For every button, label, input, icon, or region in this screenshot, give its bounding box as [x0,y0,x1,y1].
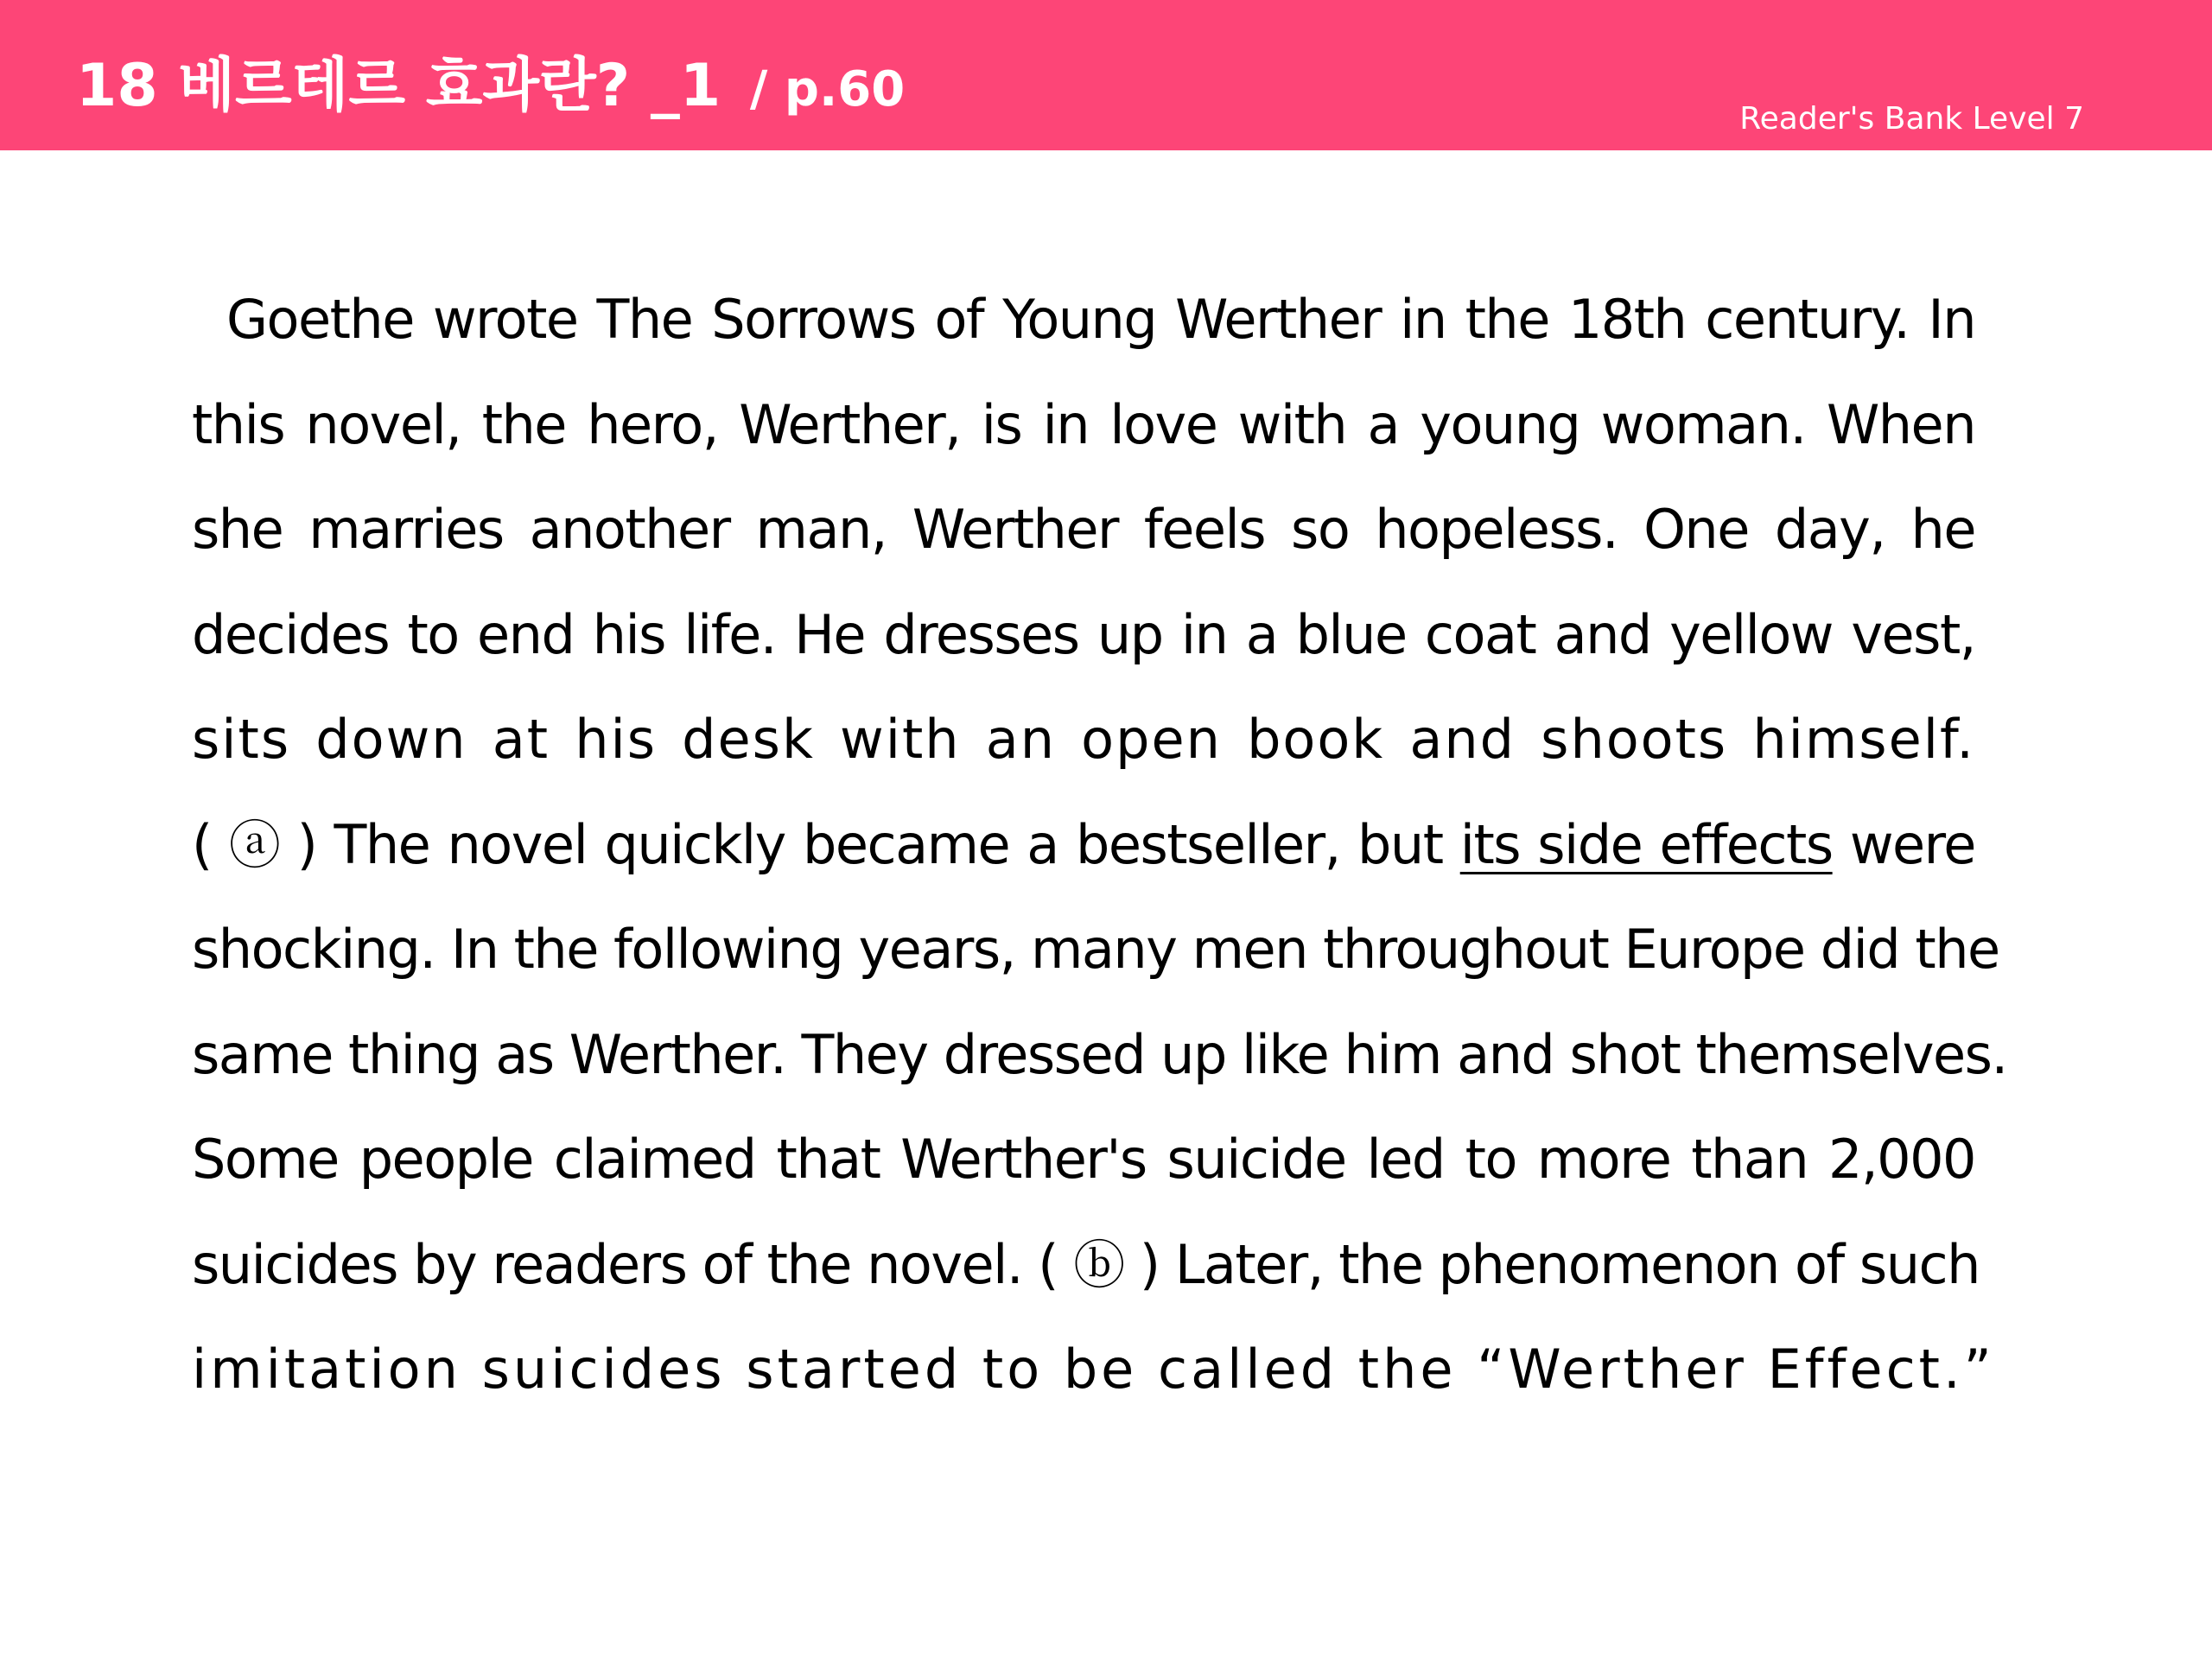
passage-line-10-end: ) Later, the phenomenon of such [1139,1232,1980,1296]
passage-line-2: this novel, the hero, Werther, is in love with a young woman. When [192,392,1975,456]
passage-line-10-start: suicides by readers of the novel. ( [192,1232,1058,1296]
passage-line-6 [192,810,1975,916]
header-bar [0,0,2212,150]
blank-a-marker: ⓐ [228,815,280,876]
passage-line-3: she marries another man, Werther feels so hopeless. One day, he [192,498,1975,561]
reading-passage [192,285,2007,1440]
blank-a-open: ( [192,812,212,876]
lesson-title [76,52,906,120]
passage-line-6-end: were [1849,812,1975,876]
passage-line-4: decides to end his life. He dresses up in a blue coat and yellow vest, [192,602,1975,666]
passage-line-9: Some people claimed that Werther's suicide led to more than 2,000 [192,1128,1975,1191]
blank-b-marker: ⓑ [1073,1235,1124,1296]
page-reference: / p.60 [749,61,906,118]
passage-line-7: shocking. In the following years, many men throughout Europe did the [192,918,1999,981]
lesson-title-text: 18 베르테르 효과란? _1 [76,52,721,120]
underlined-phrase: its side effects [1459,812,1833,876]
book-brand: Reader's Bank Level 7 [1739,101,2084,137]
passage-line-10 [192,1230,1980,1336]
passage-line-1: Goethe wrote The Sorrows of Young Werther in the 18th century. In [226,288,1975,351]
passage-line-6-text: ) The novel quickly became a bestseller, but [296,812,1443,876]
passage-line-5: sits down at his desk with an open book and shoots himself. [192,708,1975,771]
passage-line-8: same thing as Werther. They dressed up like him and shot themselves. [192,1022,2007,1086]
passage-line-11: imitation suicides started to be called the “Werther Effect.” [192,1338,1995,1401]
